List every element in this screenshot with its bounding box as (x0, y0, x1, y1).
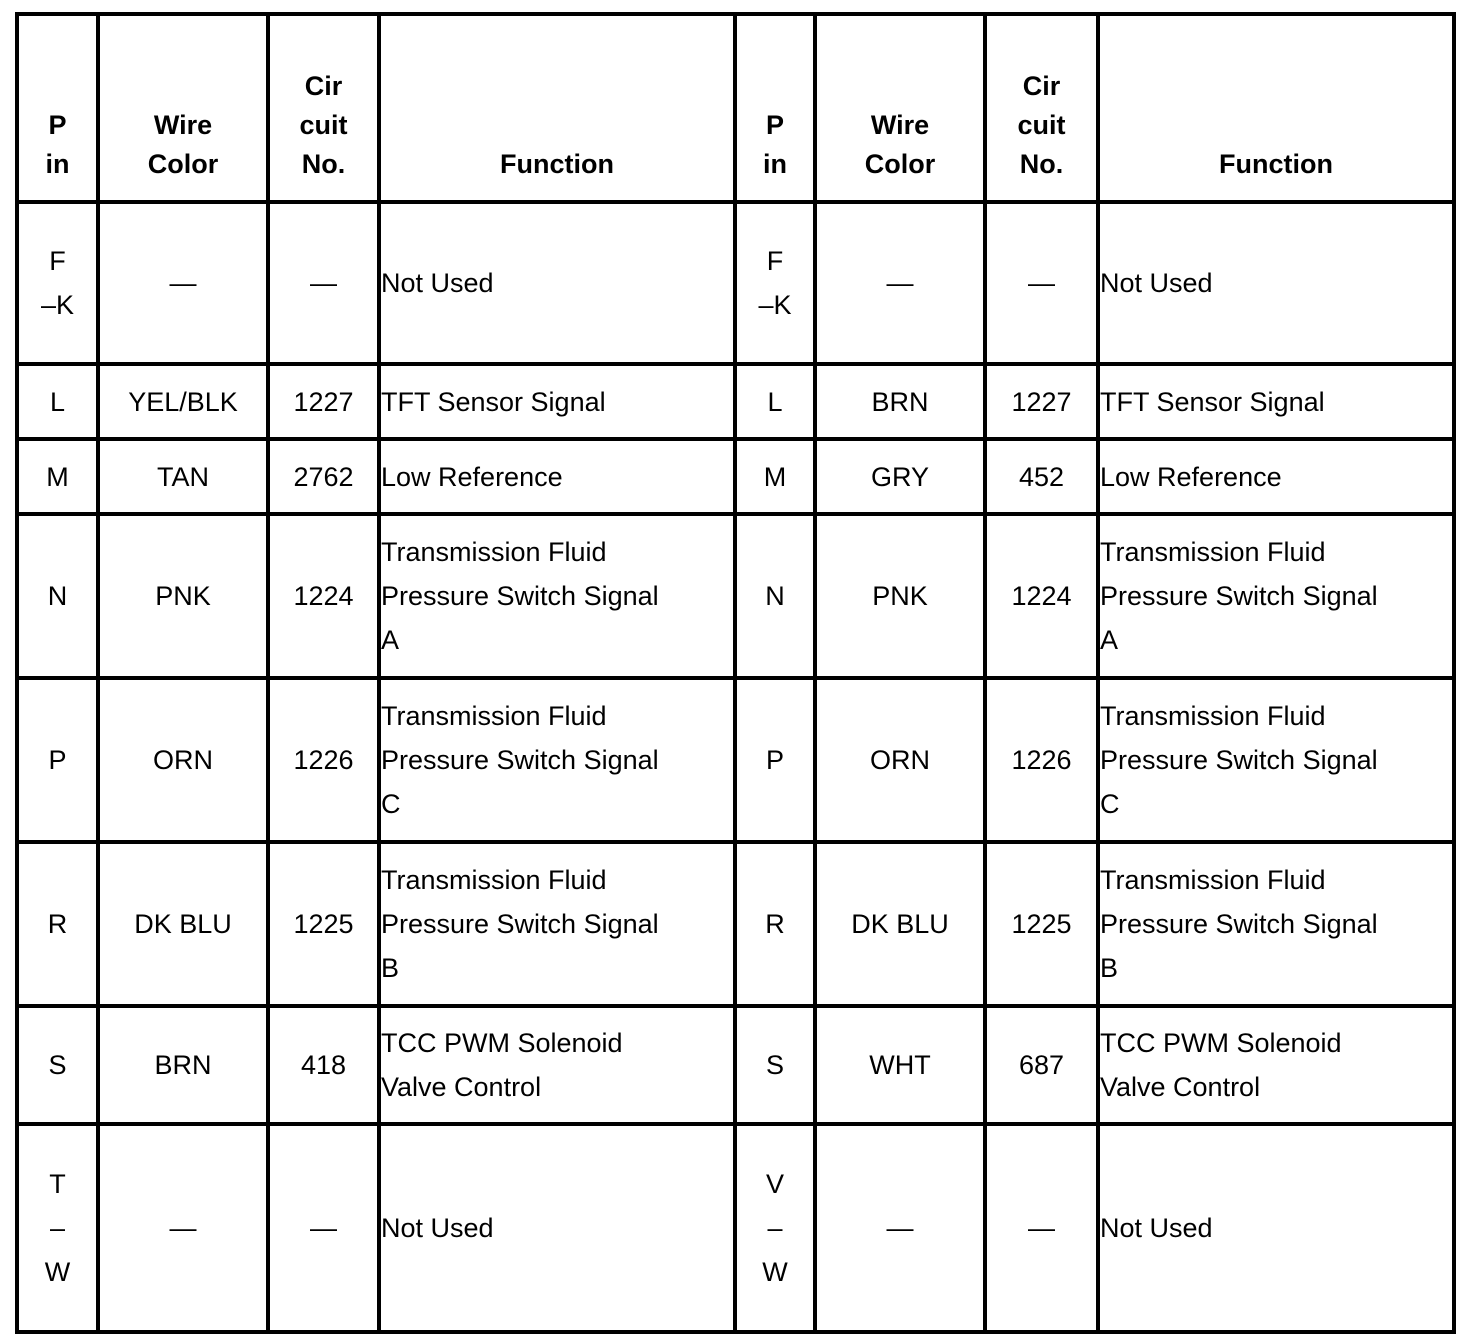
wire-color-cell: — (98, 202, 268, 364)
pin-cell: T – W (17, 1124, 98, 1332)
header-wire-color: Wire Color (815, 14, 985, 202)
wire-color-cell: — (98, 1124, 268, 1332)
circuit-cell: 1227 (268, 364, 379, 439)
wire-color-cell: WHT (815, 1006, 985, 1124)
pin-cell: M (735, 439, 815, 514)
function-cell: TFT Sensor Signal (1098, 364, 1454, 439)
table-row (17, 202, 1454, 364)
function-cell: Low Reference (1098, 439, 1454, 514)
pin-cell: S (735, 1006, 815, 1124)
circuit-cell: 1227 (985, 364, 1098, 439)
header-wire-color: Wire Color (98, 14, 268, 202)
function-cell: Transmission Fluid Pressure Switch Signal B (379, 842, 735, 1006)
function-cell: Transmission Fluid Pressure Switch Signal A (1098, 514, 1454, 678)
pin-cell: N (17, 514, 98, 678)
table-row (17, 842, 1454, 1006)
circuit-cell: 687 (985, 1006, 1098, 1124)
function-cell: Transmission Fluid Pressure Switch Signal A (379, 514, 735, 678)
connector-pinout-table (15, 12, 1456, 1334)
pin-cell: S (17, 1006, 98, 1124)
circuit-cell: — (268, 1124, 379, 1332)
header-pin: P in (17, 14, 98, 202)
wire-color-cell: TAN (98, 439, 268, 514)
wire-color-cell: — (815, 202, 985, 364)
function-cell: Transmission Fluid Pressure Switch Signal C (1098, 678, 1454, 842)
header-pin: P in (735, 14, 815, 202)
wire-color-cell: PNK (98, 514, 268, 678)
table-row (17, 364, 1454, 439)
function-cell: Transmission Fluid Pressure Switch Signal B (1098, 842, 1454, 1006)
table-row (17, 1006, 1454, 1124)
pin-cell: V – W (735, 1124, 815, 1332)
circuit-cell: 1224 (268, 514, 379, 678)
circuit-cell: 418 (268, 1006, 379, 1124)
circuit-cell: 1225 (268, 842, 379, 1006)
wire-color-cell: ORN (98, 678, 268, 842)
wire-color-cell: BRN (98, 1006, 268, 1124)
circuit-cell: — (985, 1124, 1098, 1332)
pin-cell: P (17, 678, 98, 842)
pin-cell: M (17, 439, 98, 514)
table-row (17, 514, 1454, 678)
circuit-cell: 1224 (985, 514, 1098, 678)
function-cell: Transmission Fluid Pressure Switch Signal C (379, 678, 735, 842)
function-cell: TCC PWM Solenoid Valve Control (1098, 1006, 1454, 1124)
wire-color-cell: YEL/BLK (98, 364, 268, 439)
circuit-cell: 1225 (985, 842, 1098, 1006)
pin-cell: P (735, 678, 815, 842)
circuit-cell: 2762 (268, 439, 379, 514)
header-circuit-no: Cir cuit No. (268, 14, 379, 202)
circuit-cell: 452 (985, 439, 1098, 514)
circuit-cell: 1226 (268, 678, 379, 842)
function-cell: Low Reference (379, 439, 735, 514)
function-cell: Not Used (379, 202, 735, 364)
pin-cell: N (735, 514, 815, 678)
table-row (17, 439, 1454, 514)
table-row (17, 678, 1454, 842)
wire-color-cell: ORN (815, 678, 985, 842)
wire-color-cell: DK BLU (98, 842, 268, 1006)
function-cell: Not Used (379, 1124, 735, 1332)
header-function: Function (379, 14, 735, 202)
table-row (17, 1124, 1454, 1332)
circuit-cell: — (985, 202, 1098, 364)
pin-cell: R (17, 842, 98, 1006)
wire-color-cell: — (815, 1124, 985, 1332)
header-row (17, 14, 1454, 202)
wire-color-cell: DK BLU (815, 842, 985, 1006)
wire-color-cell: GRY (815, 439, 985, 514)
pin-cell: L (735, 364, 815, 439)
pin-cell: F –K (735, 202, 815, 364)
function-cell: Not Used (1098, 1124, 1454, 1332)
function-cell: TCC PWM Solenoid Valve Control (379, 1006, 735, 1124)
wire-color-cell: PNK (815, 514, 985, 678)
pin-cell: R (735, 842, 815, 1006)
pin-cell: F –K (17, 202, 98, 364)
wire-color-cell: BRN (815, 364, 985, 439)
header-circuit-no: Cir cuit No. (985, 14, 1098, 202)
pin-cell: L (17, 364, 98, 439)
function-cell: TFT Sensor Signal (379, 364, 735, 439)
header-function: Function (1098, 14, 1454, 202)
circuit-cell: 1226 (985, 678, 1098, 842)
function-cell: Not Used (1098, 202, 1454, 364)
circuit-cell: — (268, 202, 379, 364)
